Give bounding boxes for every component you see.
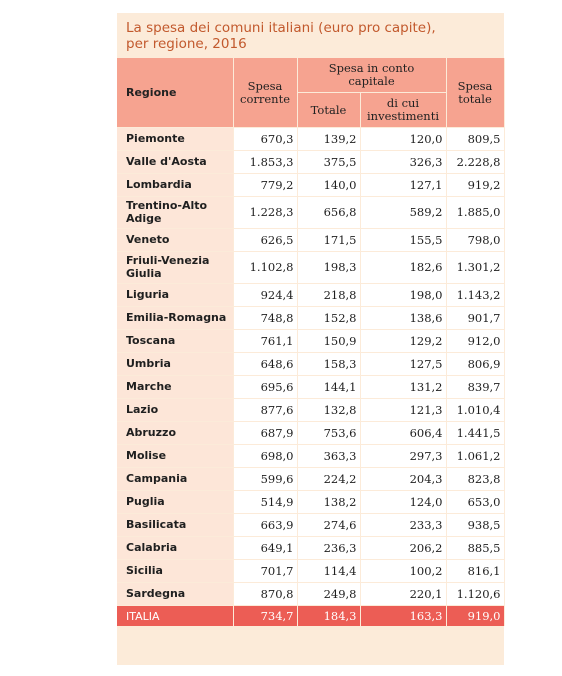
cell-spesa-totale: 938,5 bbox=[446, 514, 504, 537]
header-conto-capitale bbox=[297, 58, 446, 93]
italia-row bbox=[117, 606, 504, 627]
region-name bbox=[117, 353, 233, 376]
table-row bbox=[117, 376, 504, 399]
region-name bbox=[117, 252, 233, 284]
header-spesa-corrente-line1: Spesa bbox=[247, 78, 283, 93]
region-name bbox=[117, 174, 233, 197]
cell-capitale-totale: 140,0 bbox=[297, 174, 360, 197]
region-name bbox=[117, 330, 233, 353]
table-row bbox=[117, 284, 504, 307]
cell-spesa-corrente: 748,8 bbox=[233, 307, 297, 330]
cell-spesa-totale: 809,5 bbox=[446, 128, 504, 151]
cell-capitale-totale: 150,9 bbox=[297, 330, 360, 353]
region-name bbox=[117, 307, 233, 330]
header-spesa-totale-line2: totale bbox=[458, 91, 492, 106]
cell-spesa-totale: 1.885,0 bbox=[446, 197, 504, 229]
header-investimenti bbox=[360, 93, 446, 128]
region-name bbox=[117, 197, 233, 229]
cell-spesa-corrente: 779,2 bbox=[233, 174, 297, 197]
region-name-line: Emilia-Romagna bbox=[126, 310, 227, 324]
cell-capitale-totale: 114,4 bbox=[297, 560, 360, 583]
cell-capitale-totale: 249,8 bbox=[297, 583, 360, 606]
region-name bbox=[117, 560, 233, 583]
cell-spesa-corrente: 626,5 bbox=[233, 229, 297, 252]
cell-spesa-totale: 1.010,4 bbox=[446, 399, 504, 422]
cell-spesa-corrente: 663,9 bbox=[233, 514, 297, 537]
table-row bbox=[117, 197, 504, 229]
region-name-line: Molise bbox=[126, 448, 167, 462]
header-investimenti-line1: di cui bbox=[386, 96, 420, 110]
cell-investimenti: 155,5 bbox=[360, 229, 446, 252]
region-name bbox=[117, 151, 233, 174]
cell-spesa-totale: 653,0 bbox=[446, 491, 504, 514]
region-name bbox=[117, 537, 233, 560]
cell-capitale-totale: 656,8 bbox=[297, 197, 360, 229]
cell-investimenti: 198,0 bbox=[360, 284, 446, 307]
region-name bbox=[117, 376, 233, 399]
cell-spesa-totale: 1.301,2 bbox=[446, 252, 504, 284]
region-name-line: Calabria bbox=[126, 540, 178, 554]
cell-spesa-totale: 2.228,8 bbox=[446, 151, 504, 174]
cell-spesa-corrente: 687,9 bbox=[233, 422, 297, 445]
cell-spesa-totale: 1.061,2 bbox=[446, 445, 504, 468]
table-row bbox=[117, 229, 504, 252]
cell-capitale-totale: 218,8 bbox=[297, 284, 360, 307]
cell-spesa-totale: 839,7 bbox=[446, 376, 504, 399]
region-name-line: Campania bbox=[126, 471, 188, 485]
cell-investimenti: 124,0 bbox=[360, 491, 446, 514]
cell-spesa-totale: 912,0 bbox=[446, 330, 504, 353]
cell-capitale-totale: 144,1 bbox=[297, 376, 360, 399]
cell-spesa-corrente: 870,8 bbox=[233, 583, 297, 606]
region-name-line: Umbria bbox=[126, 356, 171, 370]
cell-capitale-totale: 363,3 bbox=[297, 445, 360, 468]
table-row bbox=[117, 399, 504, 422]
region-name bbox=[117, 128, 233, 151]
cell-spesa-totale: 919,2 bbox=[446, 174, 504, 197]
cell-spesa-corrente: 761,1 bbox=[233, 330, 297, 353]
region-name-line: Sardegna bbox=[126, 586, 186, 600]
cell-investimenti: 233,3 bbox=[360, 514, 446, 537]
italia-investimenti: 163,3 bbox=[360, 606, 446, 627]
cell-spesa-corrente: 1.102,8 bbox=[233, 252, 297, 284]
cell-capitale-totale: 138,2 bbox=[297, 491, 360, 514]
table-row bbox=[117, 307, 504, 330]
cell-spesa-corrente: 1.228,3 bbox=[233, 197, 297, 229]
region-name-line: Abruzzo bbox=[126, 425, 177, 439]
cell-investimenti: 204,3 bbox=[360, 468, 446, 491]
table-card bbox=[117, 13, 504, 665]
title-line-1: La spesa dei comuni italiani (euro pro capite), bbox=[126, 20, 436, 36]
table-row bbox=[117, 514, 504, 537]
cell-capitale-totale: 375,5 bbox=[297, 151, 360, 174]
cell-spesa-totale: 901,7 bbox=[446, 307, 504, 330]
region-name bbox=[117, 445, 233, 468]
italia-spesa-totale: 919,0 bbox=[446, 606, 504, 627]
cell-investimenti: 220,1 bbox=[360, 583, 446, 606]
table-title bbox=[126, 20, 496, 52]
cell-investimenti: 589,2 bbox=[360, 197, 446, 229]
cell-investimenti: 127,1 bbox=[360, 174, 446, 197]
spending-table bbox=[117, 58, 505, 626]
cell-spesa-corrente: 698,0 bbox=[233, 445, 297, 468]
header-spesa-totale-line1: Spesa bbox=[457, 78, 493, 93]
cell-investimenti: 100,2 bbox=[360, 560, 446, 583]
header-spesa-totale bbox=[446, 58, 504, 128]
cell-spesa-totale: 806,9 bbox=[446, 353, 504, 376]
table-row bbox=[117, 151, 504, 174]
header-spesa-corrente bbox=[233, 58, 297, 128]
cell-investimenti: 129,2 bbox=[360, 330, 446, 353]
region-name bbox=[117, 468, 233, 491]
cell-investimenti: 131,2 bbox=[360, 376, 446, 399]
cell-spesa-corrente: 701,7 bbox=[233, 560, 297, 583]
table-row bbox=[117, 583, 504, 606]
region-name bbox=[117, 284, 233, 307]
table-row bbox=[117, 468, 504, 491]
region-name bbox=[117, 583, 233, 606]
table-row bbox=[117, 353, 504, 376]
cell-capitale-totale: 132,8 bbox=[297, 399, 360, 422]
cell-investimenti: 121,3 bbox=[360, 399, 446, 422]
cell-capitale-totale: 139,2 bbox=[297, 128, 360, 151]
cell-investimenti: 206,2 bbox=[360, 537, 446, 560]
cell-spesa-totale: 823,8 bbox=[446, 468, 504, 491]
cell-capitale-totale: 198,3 bbox=[297, 252, 360, 284]
italia-label: ITALIA bbox=[117, 606, 233, 627]
title-line-2: per regione, 2016 bbox=[126, 36, 247, 52]
cell-capitale-totale: 274,6 bbox=[297, 514, 360, 537]
cell-spesa-totale: 885,5 bbox=[446, 537, 504, 560]
region-name-line: Valle d'Aosta bbox=[126, 154, 207, 168]
header-regione: Regione bbox=[117, 58, 233, 128]
cell-spesa-corrente: 599,6 bbox=[233, 468, 297, 491]
table-footer bbox=[117, 606, 504, 627]
cell-spesa-corrente: 514,9 bbox=[233, 491, 297, 514]
region-name-line: Piemonte bbox=[126, 131, 185, 145]
italia-capitale-totale: 184,3 bbox=[297, 606, 360, 627]
cell-investimenti: 127,5 bbox=[360, 353, 446, 376]
region-name-line: Puglia bbox=[126, 494, 165, 508]
region-name-line: Lazio bbox=[126, 402, 159, 416]
cell-spesa-totale: 1.143,2 bbox=[446, 284, 504, 307]
cell-capitale-totale: 236,3 bbox=[297, 537, 360, 560]
cell-spesa-corrente: 695,6 bbox=[233, 376, 297, 399]
region-name bbox=[117, 399, 233, 422]
cell-capitale-totale: 171,5 bbox=[297, 229, 360, 252]
cell-capitale-totale: 158,3 bbox=[297, 353, 360, 376]
cell-spesa-totale: 1.441,5 bbox=[446, 422, 504, 445]
region-name bbox=[117, 491, 233, 514]
cell-investimenti: 182,6 bbox=[360, 252, 446, 284]
cell-investimenti: 138,6 bbox=[360, 307, 446, 330]
table-row bbox=[117, 174, 504, 197]
table-row bbox=[117, 537, 504, 560]
region-name-line: Friuli-Venezia bbox=[126, 254, 210, 267]
table-body bbox=[117, 128, 504, 606]
region-name-line: Veneto bbox=[126, 232, 170, 246]
region-name-line: Adige bbox=[126, 211, 162, 225]
cell-spesa-totale: 816,1 bbox=[446, 560, 504, 583]
header-investimenti-line2: investimenti bbox=[367, 109, 440, 123]
table-row bbox=[117, 330, 504, 353]
header-totale: Totale bbox=[297, 93, 360, 128]
region-name-line: Marche bbox=[126, 379, 172, 393]
cell-investimenti: 120,0 bbox=[360, 128, 446, 151]
region-name bbox=[117, 229, 233, 252]
table-row bbox=[117, 491, 504, 514]
cell-capitale-totale: 152,8 bbox=[297, 307, 360, 330]
region-name-line: Trentino-Alto bbox=[126, 199, 208, 212]
table-row bbox=[117, 445, 504, 468]
cell-investimenti: 606,4 bbox=[360, 422, 446, 445]
header-spesa-corrente-line2: corrente bbox=[240, 91, 290, 106]
region-name-line: Sicilia bbox=[126, 563, 163, 577]
cell-spesa-corrente: 877,6 bbox=[233, 399, 297, 422]
italia-spesa-corrente: 734,7 bbox=[233, 606, 297, 627]
cell-spesa-totale: 1.120,6 bbox=[446, 583, 504, 606]
region-name-line: Lombardia bbox=[126, 177, 192, 191]
table-row bbox=[117, 560, 504, 583]
region-name-line: Liguria bbox=[126, 287, 170, 301]
cell-spesa-totale: 798,0 bbox=[446, 229, 504, 252]
table-row bbox=[117, 128, 504, 151]
cell-capitale-totale: 224,2 bbox=[297, 468, 360, 491]
region-name bbox=[117, 514, 233, 537]
header-conto-capitale-line1: Spesa in conto bbox=[328, 61, 415, 75]
cell-investimenti: 297,3 bbox=[360, 445, 446, 468]
cell-spesa-corrente: 670,3 bbox=[233, 128, 297, 151]
header-conto-capitale-line2: capitale bbox=[348, 74, 395, 88]
region-name-line: Giulia bbox=[126, 266, 162, 280]
cell-capitale-totale: 753,6 bbox=[297, 422, 360, 445]
region-name-line: Basilicata bbox=[126, 517, 187, 531]
region-name bbox=[117, 422, 233, 445]
table-header bbox=[117, 58, 504, 128]
cell-investimenti: 326,3 bbox=[360, 151, 446, 174]
cell-spesa-corrente: 1.853,3 bbox=[233, 151, 297, 174]
cell-spesa-corrente: 648,6 bbox=[233, 353, 297, 376]
cell-spesa-corrente: 924,4 bbox=[233, 284, 297, 307]
table-row bbox=[117, 252, 504, 284]
cell-spesa-corrente: 649,1 bbox=[233, 537, 297, 560]
table-row bbox=[117, 422, 504, 445]
region-name-line: Toscana bbox=[126, 333, 176, 347]
